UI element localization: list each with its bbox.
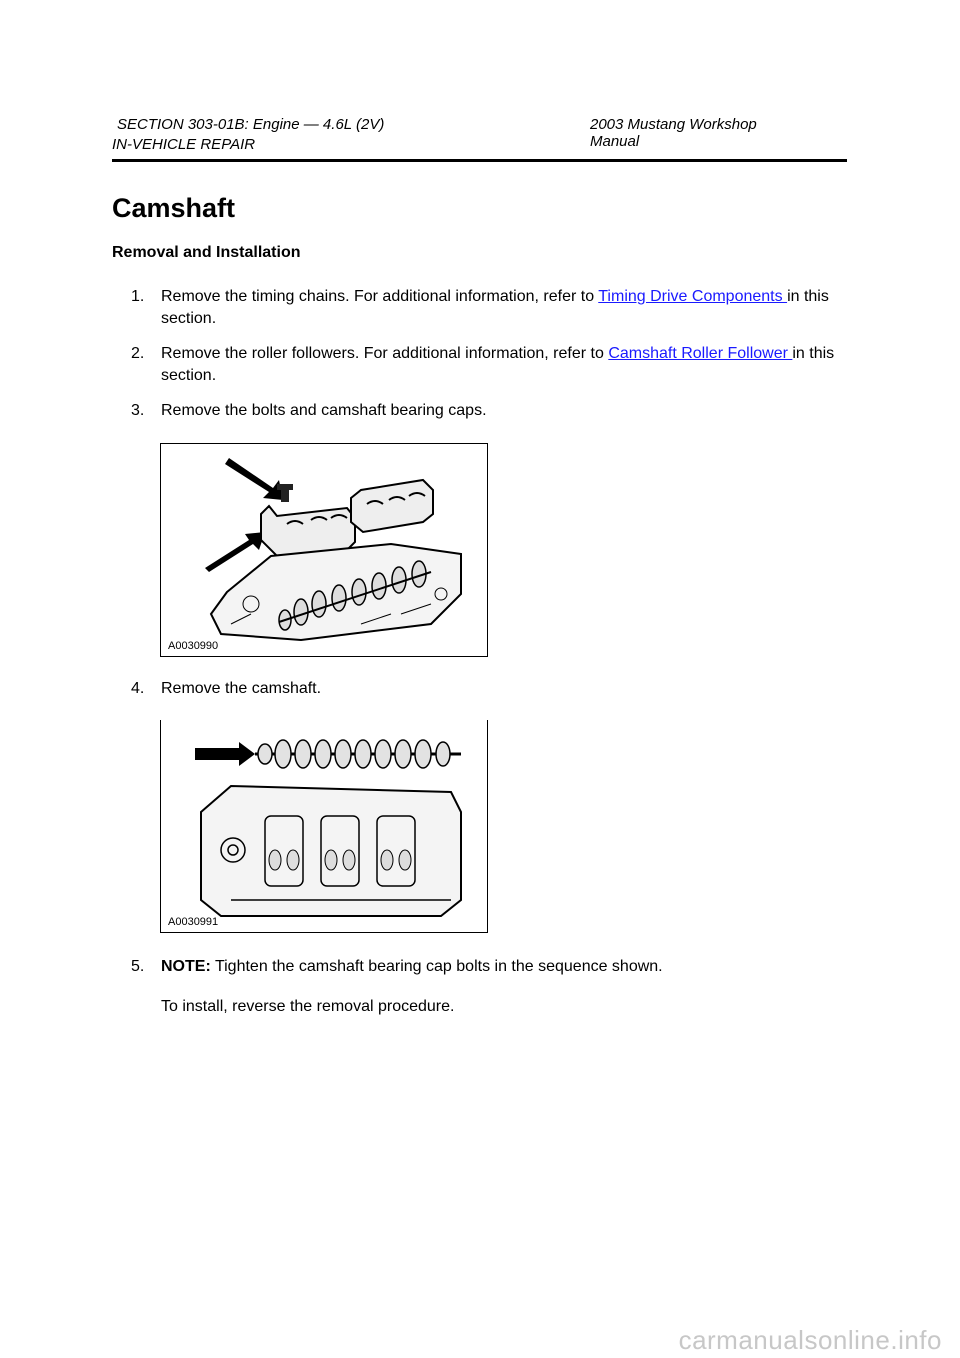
step-text-after: in this section. [161, 345, 835, 384]
note-label: NOTE: [161, 958, 211, 975]
step-5 [131, 956, 851, 1018]
step-text-after: in this section. [161, 288, 829, 327]
step-text: Remove the camshaft. [161, 680, 322, 697]
page-title: Camshaft [112, 193, 236, 223]
step-number: 1. [131, 288, 145, 305]
step-number: 5. [131, 958, 145, 975]
step-text-install: To install, reverse the removal procedure. [161, 998, 455, 1015]
step-3 [131, 400, 851, 422]
figure-bearing-caps [160, 443, 488, 657]
step-text [161, 343, 851, 387]
roller-follower-link[interactable]: Camshaft Roller Follower [608, 345, 793, 362]
step-number: 2. [131, 345, 145, 362]
manual-title: 2003 Mustang Workshop Manual [590, 116, 757, 150]
note-text: Tighten the camshaft bearing cap bolts in the sequence shown. [210, 958, 663, 975]
step-number: 4. [131, 680, 145, 697]
category-label: IN-VEHICLE REPAIR [112, 136, 256, 153]
figure-camshaft [160, 720, 488, 933]
step-text-before: Remove the roller followers. For additional information, refer to [161, 345, 609, 362]
step-text [161, 286, 851, 330]
section-subtitle: Removal and Installation [112, 244, 301, 261]
watermark: carmanualsonline.info [678, 1325, 942, 1355]
step-text: Remove the bolts and camshaft bearing caps. [161, 402, 487, 419]
step-text-before: Remove the timing chains. For additional information, refer to [161, 288, 599, 305]
camshaft-illustration [161, 720, 487, 932]
figure-label: A0030990 [168, 640, 219, 652]
step-2 [131, 343, 851, 387]
bearing-caps-illustration [161, 444, 487, 656]
figure-label: A0030991 [168, 916, 219, 928]
step-number: 3. [131, 402, 145, 419]
step-1 [131, 286, 851, 330]
header-divider [112, 159, 847, 162]
timing-drive-link[interactable]: Timing Drive Components [598, 288, 788, 305]
step-text [161, 956, 851, 978]
step-4 [131, 678, 851, 700]
section-label: SECTION 303-01B: Engine — 4.6L (2V) [117, 116, 385, 133]
